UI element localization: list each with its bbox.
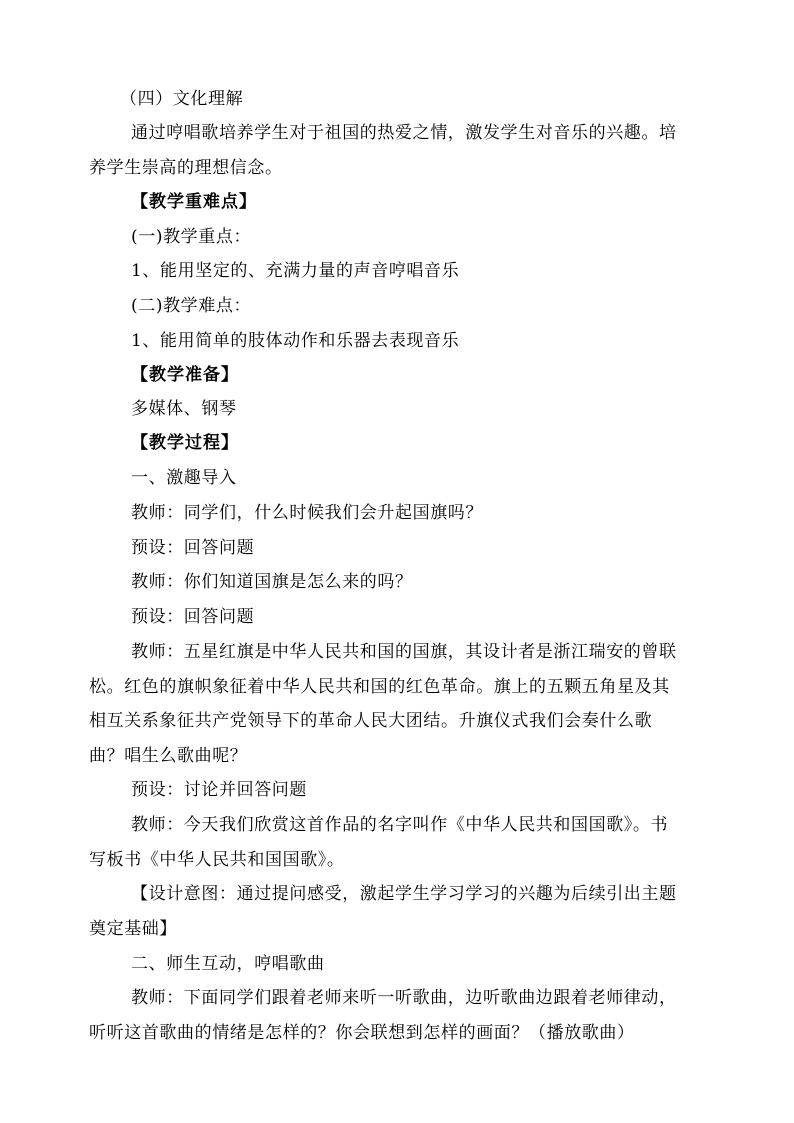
dialogue-line: 预设：回答问题 [131,538,255,558]
section-heading-key-points: 【教学重难点】 [131,192,257,212]
section-heading-preparation: 【教学准备】 [131,365,239,385]
paragraph-line: 养学生崇高的理想信念。 [89,158,283,178]
subheading-key: (一)教学重点： [131,227,252,247]
subheading-intro: 一、激趣导入 [131,468,237,488]
paragraph-line: 教师：下面同学们跟着老师来听一听歌曲，边听歌曲边跟着老师律动， [131,988,677,1008]
section-heading-process: 【教学过程】 [131,433,239,453]
dialogue-line: 教师：同学们，什么时候我们会升起国旗吗？ [131,503,483,523]
section-heading-culture: （四）文化理解 [120,89,244,109]
paragraph-line: 松。红色的旗帜象征着中华人民共和国的红色革命。旗上的五颗五角星及其 [89,677,670,697]
design-intent-line: 奠定基础】 [89,919,177,939]
dialogue-line: 教师：你们知道国旗是怎么来的吗？ [131,572,413,592]
paragraph-line: 通过哼唱歌培养学生对于祖国的热爱之情，激发学生对音乐的兴趣。培 [131,123,677,143]
list-item: 1、能用简单的肢体动作和乐器去表现音乐 [131,331,460,351]
dialogue-line: 预设：回答问题 [131,607,255,627]
paragraph-line: 教师：今天我们欣赏这首作品的名字叫作《中华人民共和国国歌》。书 [131,815,669,835]
paragraph-line: 曲？唱生么歌曲呢？ [89,746,248,766]
paragraph-line: 听听这首歌曲的情绪是怎样的？你会联想到怎样的画面？（播放歌曲） [89,1023,635,1043]
paragraph-line: 写板书《中华人民共和国国歌》。 [89,850,345,870]
paragraph-line: 多媒体、钢琴 [131,399,237,419]
paragraph-line: 教师：五星红旗是中华人民共和国的国旗，其设计者是浙江瑞安的曾联 [131,642,677,662]
paragraph-line: 相互关系象征共产党领导下的革命人民大团结。升旗仪式我们会奏什么歌 [89,711,653,731]
design-intent-line: 【设计意图：通过提问感受，激起学生学习学习的兴趣为后续引出主题 [131,884,677,904]
subheading-interaction: 二、师生互动，哼唱歌曲 [131,954,325,974]
dialogue-line: 预设：讨论并回答问题 [131,780,307,800]
subheading-difficult: (二)教学难点： [131,296,252,316]
list-item: 1、能用坚定的、充满力量的声音哼唱音乐 [131,261,460,281]
